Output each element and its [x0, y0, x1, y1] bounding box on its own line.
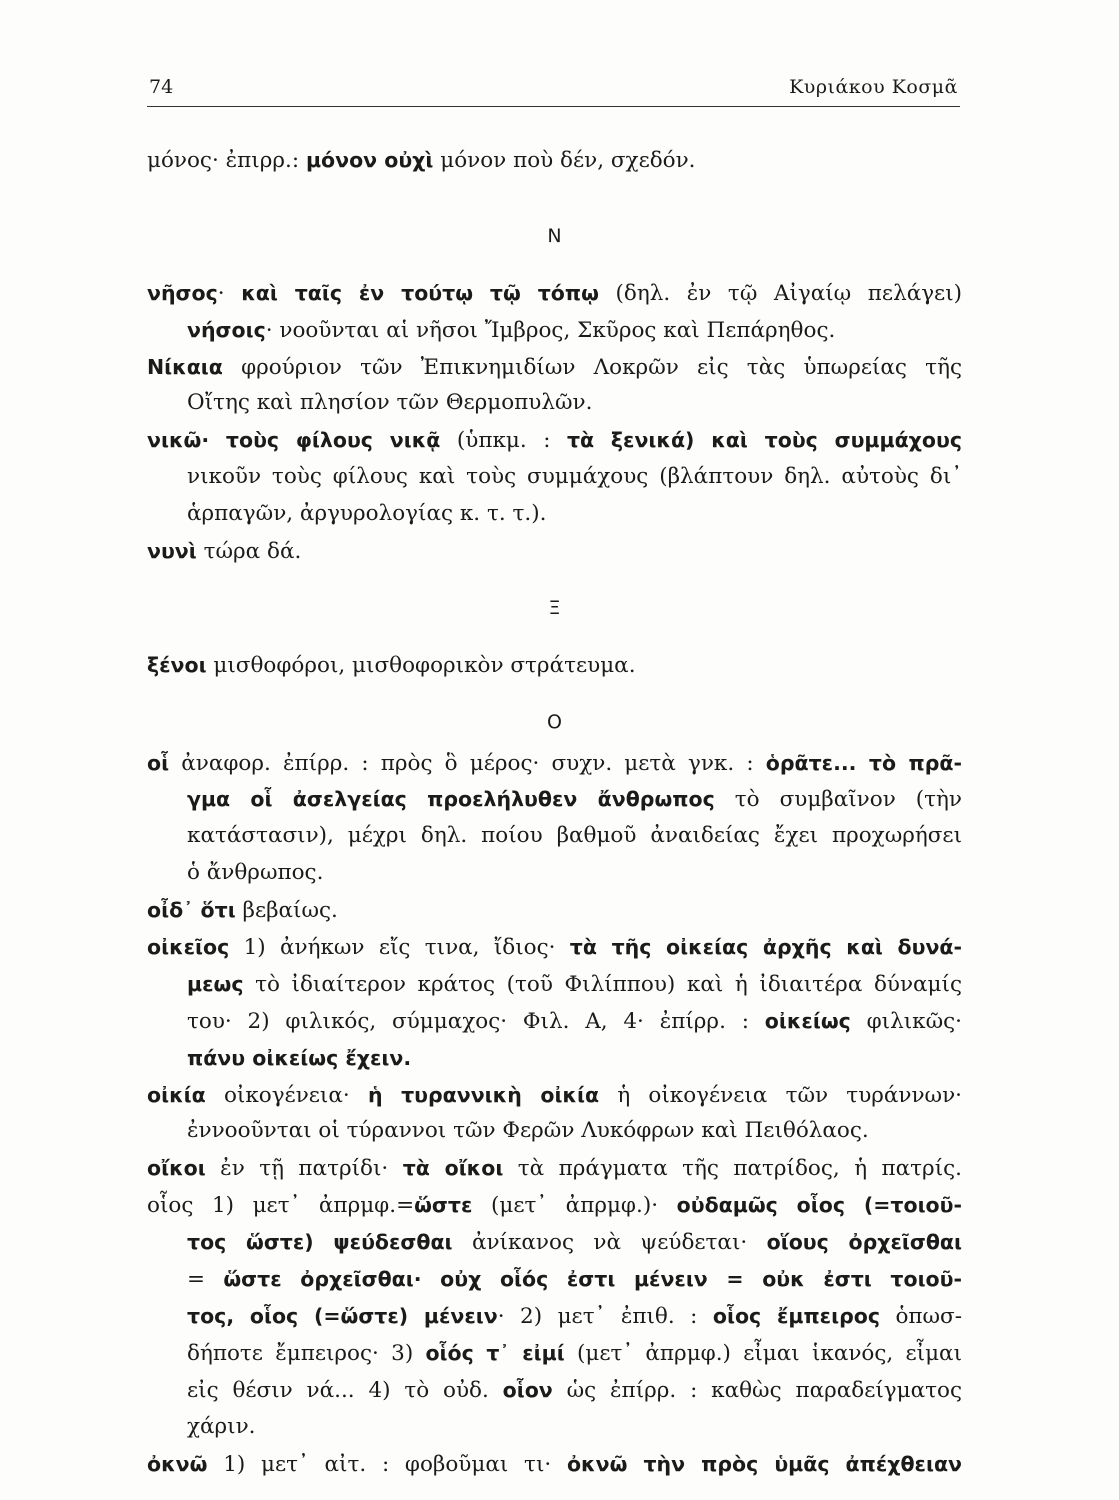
headword-text: ἡ τυραννικὴ οἰκία — [367, 1082, 600, 1107]
headword-text: μόνον οὐχὶ — [305, 148, 434, 172]
headword-text: νῆσος — [147, 280, 218, 305]
headword-text: οἷός τ᾽ εἰμί — [425, 1340, 565, 1365]
gloss-text: ὡς ἐπίρρ. : καθὼς παραδείγματος — [552, 1377, 962, 1403]
gloss-text: μισθοφόροι, μισθοφορικὸν στράτευμα. — [206, 652, 636, 678]
gloss-text: τὸ ἰδιαίτερον κράτος (τοῦ Φιλίππου) καὶ ἡ ἰδιαιτέρα δύναμίς — [243, 971, 962, 997]
gloss-text: (μετ᾽ ἀπρμφ.)· — [472, 1193, 677, 1219]
headword-text: τος, οἷος (=ὥστε) μένειν — [187, 1303, 498, 1328]
gloss-text: νικοῦν τοὺς φίλους καὶ τοὺς συμμάχους (βλάπτουν δηλ. αὐτοὺς δι᾽ — [187, 464, 962, 490]
gloss-text: μόνον ποὺ δέν, σχεδόν. — [433, 148, 696, 173]
gloss-text: Ξ — [548, 596, 561, 619]
text-line — [147, 892, 962, 929]
gloss-text: μόνος· ἐπιρρ.: — [147, 148, 306, 173]
section-letter — [147, 218, 962, 255]
headword-text: ὥστε ὀρχεῖσθαι· οὐχ οἷός ἐστι μένειν = οὐκ ἐστι τοιοῦ- — [223, 1267, 962, 1292]
headword-text: πάνυ οἰκείως ἔχειν. — [187, 1045, 412, 1070]
headword-text: οἵους ὀρχεῖσθαι — [766, 1230, 963, 1255]
gloss-text: · 2) μετ᾽ ἐπιθ. : — [497, 1303, 713, 1329]
text-line — [147, 1224, 962, 1261]
text-line — [147, 1003, 962, 1040]
gloss-text: τώρα δά. — [196, 539, 302, 565]
gloss-text: = — [187, 1267, 224, 1293]
running-head: Κυριάκου Κοσμᾶ — [789, 76, 958, 98]
section-letter — [147, 590, 962, 627]
gloss-text: δήποτε ἔμπειρος· 3) — [187, 1340, 426, 1366]
headword-text: οἰκείως — [764, 1008, 851, 1033]
gloss-text: οἰκογένεια· — [205, 1082, 368, 1108]
gloss-text: Ο — [547, 710, 562, 733]
gloss-text: (ὑπκμ. : — [440, 428, 567, 454]
gloss-text: Οἴτης καὶ πλησίον τῶν Θερμοπυλῶν. — [187, 390, 593, 416]
text-line — [147, 1335, 962, 1372]
headword-text: οἷ — [147, 750, 170, 775]
gloss-text: χάριν. — [187, 1413, 256, 1439]
gloss-text: (μετ᾽ ἀπρμφ.) εἶμαι ἱκανός, εἶμαι — [564, 1340, 963, 1366]
text-line — [147, 647, 962, 684]
text-line — [147, 496, 962, 533]
headword-text: τος ὥστε) ψεύδεσθαι — [187, 1230, 453, 1255]
text-line — [147, 966, 962, 1003]
text-line — [147, 1372, 962, 1409]
gloss-text: τὸ συμβαῖνον (τὴν — [714, 787, 962, 813]
text-line — [147, 1113, 962, 1150]
text-line — [147, 818, 962, 855]
headword-text: οἶδ᾽ ὅτι — [147, 898, 236, 923]
headword-text: οἷον — [502, 1377, 553, 1402]
headword-text: ὁρᾶτε... τὸ πρᾶ- — [765, 750, 962, 775]
gloss-text: Ν — [547, 224, 562, 247]
gloss-text: φιλικῶς· — [850, 1008, 962, 1034]
gloss-text: ὁπωσ- — [879, 1303, 963, 1329]
headword-text: τὰ οἴκοι — [402, 1156, 504, 1181]
gloss-text: ἀναφορ. ἐπίρρ. : πρὸς ὃ μέρος· συχν. μετὰ γνκ. : — [169, 750, 766, 776]
text-line — [147, 1150, 962, 1187]
text-line — [147, 142, 962, 179]
gloss-text: του· 2) φιλικός, σύμμαχος· Φιλ. Α, 4· ἐπίρρ. : — [187, 1008, 765, 1034]
headword-text: νικῶ· τοὺς φίλους νικᾷ — [147, 428, 441, 453]
text-line — [147, 533, 962, 570]
gloss-text: ἀνίκανος νὰ ψεύδεται· — [452, 1230, 767, 1256]
gloss-text: (δηλ. ἐν τῷ Αἰγαίῳ πελάγει) — [598, 280, 963, 306]
text-line — [147, 312, 962, 349]
headword-text: ὀκνῶ τὴν πρὸς ὑμᾶς ἀπέχθειαν — [566, 1451, 963, 1476]
text-line — [147, 1409, 962, 1446]
section-letter — [147, 704, 962, 741]
text-line — [147, 1261, 962, 1298]
text-line — [147, 1040, 962, 1077]
text-line — [147, 459, 962, 496]
text-line — [147, 855, 962, 892]
gloss-text: 1) μετ᾽ αἰτ. : φοβοῦμαι τι· — [207, 1451, 567, 1477]
headword-text: ὥστε — [414, 1193, 473, 1218]
headword-text: οἷος ἔμπειρος — [712, 1303, 880, 1328]
headword-text: νήσοις — [187, 317, 266, 342]
gloss-text: 1) ἀνήκων εἴς τινα, ἴδιος· — [229, 935, 570, 961]
headword-text: οἰκεῖος — [147, 935, 230, 960]
gloss-text: φρούριον τῶν Ἐπικνημιδίων Λοκρῶν εἰς τὰς ὑπωρείας τῆς — [222, 354, 962, 380]
text-line — [147, 1187, 962, 1224]
gloss-text: κατάστασιν), μέχρι δηλ. ποίου βαθμοῦ ἀναιδείας ἔχει προχωρήσει — [187, 823, 962, 849]
headword-text: Νίκαια — [147, 354, 223, 379]
gloss-text: ἐν τῇ πατρίδι· — [205, 1156, 403, 1182]
text-line — [147, 745, 962, 782]
gloss-text: ἐννοοῦνται οἱ τύραννοι τῶν Φερῶν Λυκόφρων καὶ Πειθόλαος. — [187, 1118, 869, 1144]
gloss-text: βεβαίως. — [235, 898, 338, 924]
page-number: 74 — [149, 76, 174, 98]
gloss-text: ἁρπαγῶν, ἀργυρολογίας κ. τ. τ.). — [187, 501, 547, 527]
text-line — [147, 275, 962, 312]
headword-text: μεως — [187, 971, 244, 996]
headword-text: γμα οἷ ἀσελγείας προελήλυθεν ἄνθρωπος — [187, 787, 715, 812]
gloss-text: εἰς θέσιν νά... 4) τὸ οὐδ. — [187, 1377, 503, 1403]
text-line — [147, 1446, 962, 1483]
text-line — [147, 929, 962, 966]
gloss-text: · νοοῦνται αἱ νῆσοι Ἴμβρος, Σκῦρος καὶ Πεπάρηθος. — [265, 317, 836, 343]
headword-text: οἴκοι — [147, 1156, 206, 1181]
gloss-text: οἷος 1) μετ᾽ ἀπρμφ.= — [147, 1193, 415, 1219]
headword-text: οἰκία — [147, 1082, 206, 1107]
headword-text: ὀκνῶ — [147, 1451, 208, 1476]
gloss-text: ἡ οἰκογένεια τῶν τυράννων· — [599, 1082, 962, 1108]
gloss-text: · — [217, 280, 242, 306]
gloss-text: ὁ ἄνθρωπος. — [187, 860, 324, 886]
page-header — [147, 72, 960, 107]
text-line — [147, 385, 962, 422]
headword-text: τὰ τῆς οἰκείας ἀρχῆς καὶ δυνά- — [569, 935, 963, 960]
text-line — [147, 1298, 962, 1335]
text-line — [147, 1077, 962, 1114]
headword-text: τὰ ξενικά) καὶ τοὺς συμμάχους — [566, 428, 962, 453]
headword-text: ξένοι — [147, 652, 207, 677]
headword-text: νυνὶ — [147, 539, 197, 564]
text-line — [147, 349, 962, 386]
text-line — [147, 781, 962, 818]
gloss-text: τὰ πράγματα τῆς πατρίδος, ἡ πατρίς. — [503, 1156, 963, 1182]
headword-text: οὐδαμῶς οἷος (=τοιοῦ- — [676, 1193, 962, 1218]
text-line — [147, 422, 962, 459]
headword-text: καὶ ταῖς ἐν τούτῳ τῷ τόπῳ — [241, 280, 599, 305]
dictionary-entries — [147, 142, 962, 1482]
